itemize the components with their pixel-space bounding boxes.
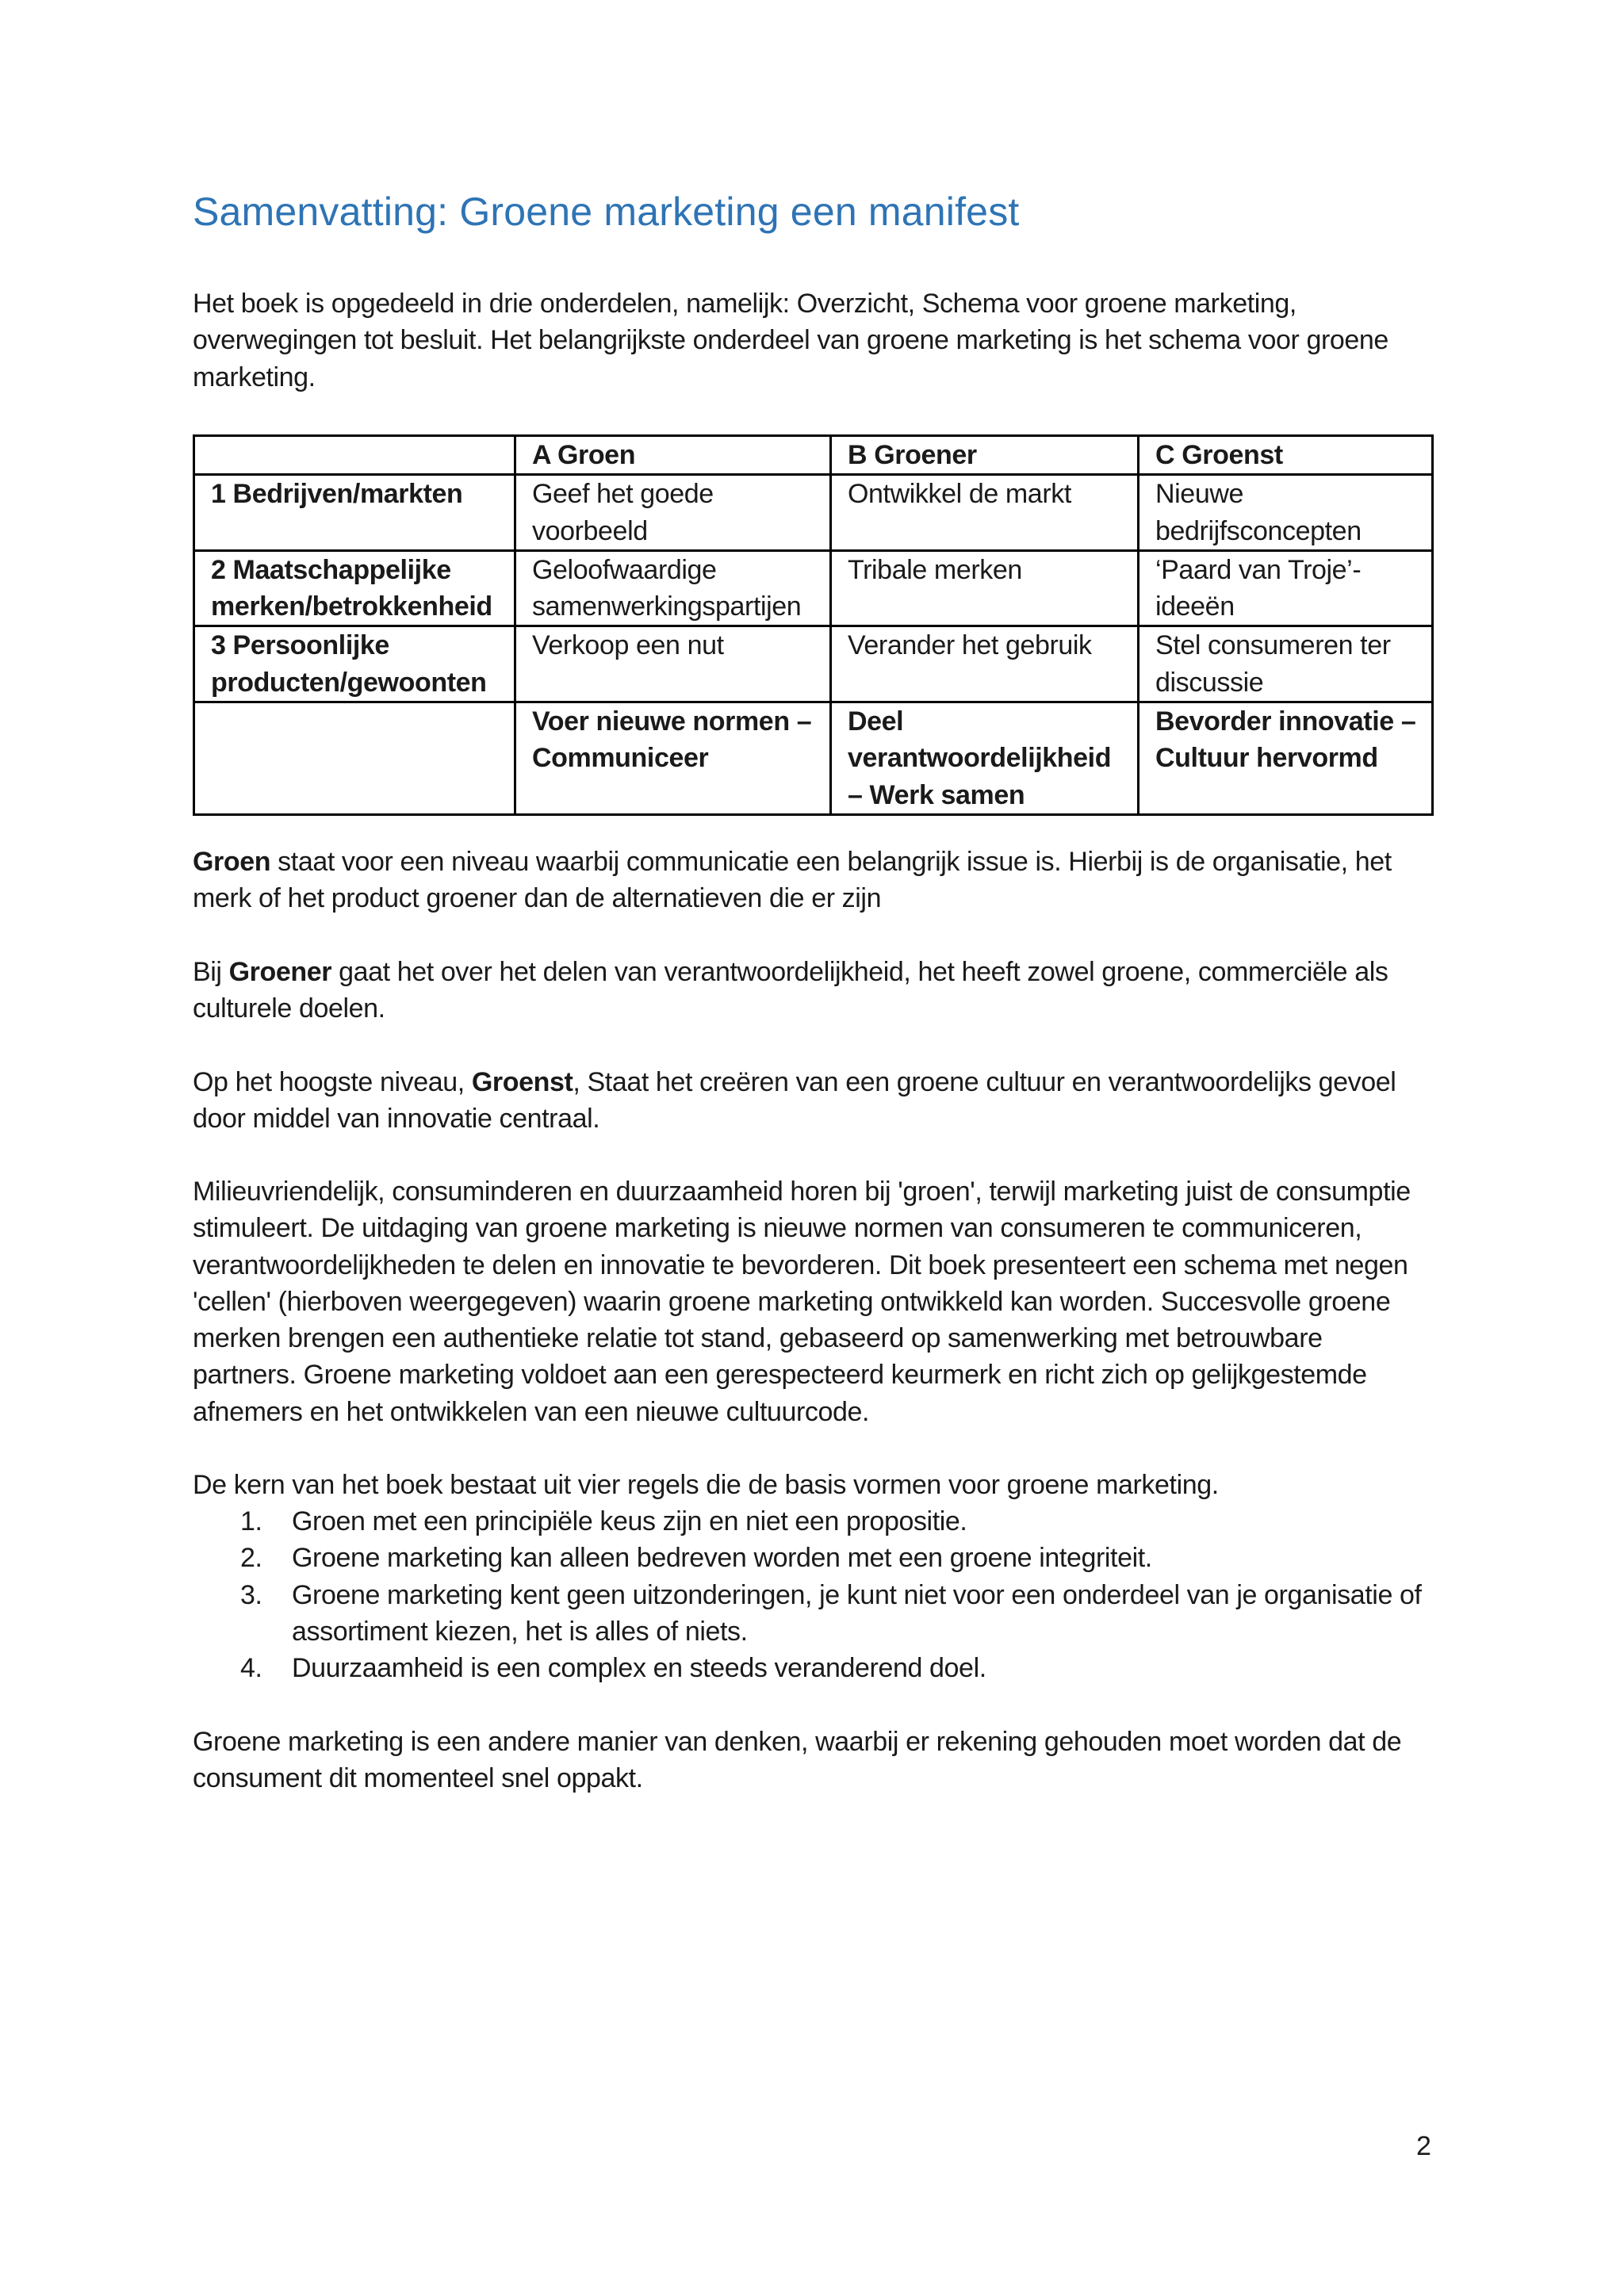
table-cell: Stel consumeren ter discussie — [1139, 626, 1433, 702]
table-header-row — [194, 436, 1433, 475]
groener-term: Groener — [228, 957, 332, 987]
table-cell: Geloofwaardige samenwerkingspartijen — [515, 550, 831, 626]
groen-paragraph — [193, 844, 1431, 917]
table-cell: Nieuwe bedrijfsconcepten — [1139, 475, 1433, 551]
table-cell: Verander het gebruik — [831, 626, 1139, 702]
row-header-cell: 2 Maatschappelijke merken/betrokkenheid — [194, 550, 515, 626]
row-header-cell: 1 Bedrijven/markten — [194, 475, 515, 551]
table-header-cell: C Groenst — [1139, 436, 1433, 475]
table-cell: Deel verantwoordelijkheid – Werk samen — [831, 702, 1139, 815]
body-paragraph: Milieuvriendelijk, consuminderen en duurzaamheid horen bij 'groen', terwijl marketing juist de consumptie stimuleert. De uitdaging van groene marketing is nieuwe normen van consumeren te communiceren, verantwoordelijkheden te delen en innovatie te bevorderen. Dit boek presenteert een schema met negen 'cellen' (hierboven weergegeven) waarin groene marketing ontwikkeld kan worden. Succesvolle groene merken brengen een authentieke relatie tot stand, gebaseerd op samenwerking met betrouwbare partners. Groene marketing voldoet aan een gerespecteerd keurmerk en richt zich op gelijkgestemde afnemers en het ontwikkelen van een nieuwe cultuurcode. — [193, 1177, 1411, 1427]
groener-text: gaat het over het delen van verantwoordelijkheid, het heeft zowel groene, commerciële als culturele doelen. — [193, 957, 1388, 1024]
table-row — [194, 626, 1433, 702]
table-cell: Voer nieuwe normen – Communiceer — [515, 702, 831, 815]
groener-paragraph — [193, 954, 1431, 1027]
groenst-prefix: Op het hoogste niveau, — [193, 1067, 472, 1097]
groenst-text: , Staat het creëren van een groene cultuur en verantwoordelijks gevoel door middel van innovatie centraal. — [193, 1067, 1396, 1135]
table-cell: Geef het goede voorbeeld — [515, 475, 831, 551]
row-header-cell: 3 Persoonlijke producten/gewoonten — [194, 626, 515, 702]
groen-term: Groen — [193, 847, 271, 877]
list-text: Groene marketing kent geen uitzonderingen, je kunt niet voor een onderdeel van je organisatie of assortiment kiezen, het is alles of niets. — [292, 1579, 1422, 1647]
conclusion-paragraph: Groene marketing is een andere manier van denken, waarbij er rekening gehouden moet worden dat de consument dit momenteel snel oppakt. — [193, 1727, 1402, 1794]
list-number: 4. — [240, 1653, 262, 1684]
page-number: 2 — [1416, 2131, 1431, 2161]
list-item — [193, 1540, 1431, 1576]
table-cell: Bevorder innovatie – Cultuur hervormd — [1139, 702, 1433, 815]
rules-intro: De kern van het boek bestaat uit vier regels die de basis vormen voor groene marketing. — [193, 1470, 1219, 1500]
table-header-cell — [194, 436, 515, 475]
intro-paragraph: Het boek is opgedeeld in drie onderdelen, namelijk: Overzicht, Schema voor groene marketing, overwegingen tot besluit. Het belangrijkste onderdeel van groene marketing is het schema voor groene marketing. — [193, 289, 1388, 392]
table-header-cell: A Groen — [515, 436, 831, 475]
groenst-term: Groenst — [471, 1067, 573, 1097]
row-header-cell — [194, 702, 515, 815]
list-text: Duurzaamheid is een complex en steeds veranderend doel. — [292, 1653, 986, 1684]
list-text: Groen met een principiële keus zijn en niet een propositie. — [292, 1506, 967, 1536]
list-number: 1. — [240, 1506, 262, 1536]
green-marketing-schema-table — [193, 434, 1434, 816]
list-item — [193, 1503, 1431, 1540]
table-header-cell: B Groener — [831, 436, 1139, 475]
table-row — [194, 550, 1433, 626]
groenst-paragraph — [193, 1064, 1431, 1138]
table-summary-row — [194, 702, 1433, 815]
document-title: Samenvatting: Groene marketing een manifest — [193, 189, 1020, 234]
rules-list — [193, 1503, 1431, 1686]
list-text: Groene marketing kan alleen bedreven worden met een groene integriteit. — [292, 1543, 1152, 1574]
table-cell: ‘Paard van Troje’-ideeën — [1139, 550, 1433, 626]
list-number: 3. — [240, 1579, 262, 1610]
list-item — [193, 1650, 1431, 1686]
table-cell: Tribale merken — [831, 550, 1139, 626]
groener-prefix: Bij — [193, 957, 229, 987]
list-item — [193, 1577, 1431, 1651]
groen-text: staat voor een niveau waarbij communicatie een belangrijk issue is. Hierbij is de organisatie, het merk of het product groener dan de alternatieven die er zijn — [193, 847, 1392, 914]
table-row — [194, 475, 1433, 551]
table-cell: Ontwikkel de markt — [831, 475, 1139, 551]
list-number: 2. — [240, 1543, 262, 1574]
table-cell: Verkoop een nut — [515, 626, 831, 702]
